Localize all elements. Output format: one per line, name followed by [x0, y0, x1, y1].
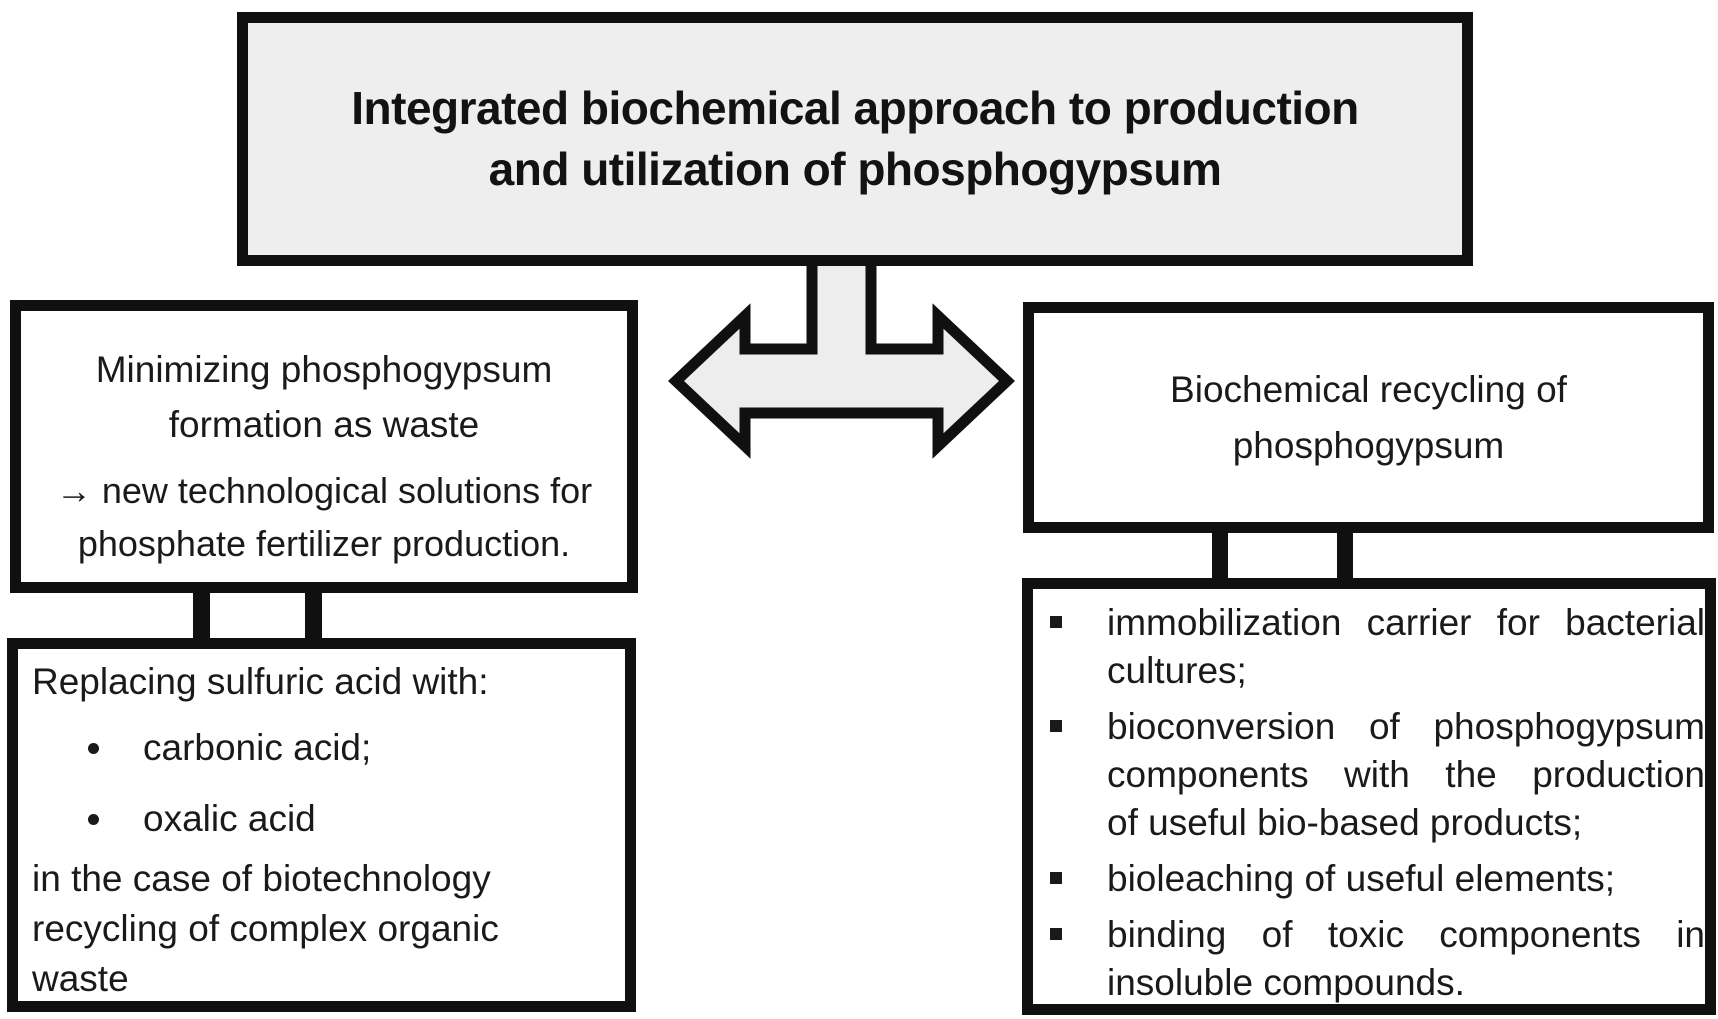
list-item-line: binding of toxic components in — [1107, 914, 1705, 955]
list-item — [1033, 599, 1705, 695]
bullet-square-icon — [1050, 928, 1062, 940]
bullet-square-icon — [1050, 720, 1062, 732]
minimizing-waste-note: → new technological solutions for phosphate fertilizer production. — [55, 469, 593, 564]
list-item-line: cultures; — [1107, 650, 1247, 691]
list-item-label: carbonic acid; — [143, 727, 372, 768]
bullet-square-icon — [1050, 872, 1062, 884]
list-item — [1033, 855, 1705, 903]
list-item-text — [1107, 703, 1705, 847]
list-item-text — [1107, 855, 1705, 903]
recycling-applications-box — [1022, 578, 1716, 1015]
list-item-line: insoluble compounds. — [1107, 962, 1465, 1003]
title-line-1: Integrated biochemical approach to production — [351, 82, 1359, 134]
list-item — [1033, 911, 1705, 1007]
list-item-line: of useful bio-based products; — [1107, 802, 1583, 843]
list-item-label: oxalic acid — [143, 798, 316, 839]
list-item-text — [1107, 911, 1705, 1007]
list-item — [1033, 703, 1705, 847]
title-box — [237, 12, 1473, 266]
list-item-line: bioleaching of useful elements; — [1107, 858, 1616, 899]
replacing-acid-heading: Replacing sulfuric acid with: — [32, 661, 489, 702]
replacing-acid-footer: in the case of biotechnology recycling of complex organic waste — [32, 858, 499, 999]
list-item-line: bioconversion of phosphogypsum — [1107, 706, 1705, 747]
bullet-dot-icon — [88, 743, 99, 754]
biochemical-recycling-heading: Biochemical recycling of phosphogypsum — [1170, 368, 1567, 466]
title-line-2: and utilization of phosphogypsum — [488, 143, 1222, 195]
split-arrow-icon — [640, 240, 1040, 470]
biochemical-recycling-box — [1023, 302, 1714, 533]
replacing-acid-box — [7, 638, 636, 1012]
list-item-line: components with the production — [1107, 754, 1705, 795]
bullet-dot-icon — [88, 814, 99, 825]
list-item — [32, 723, 611, 773]
list-item — [32, 794, 611, 844]
bullet-square-icon — [1050, 616, 1062, 628]
minimizing-waste-heading: Minimizing phosphogypsum formation as waste — [95, 348, 553, 445]
minimizing-waste-box — [10, 300, 638, 593]
list-item-text — [1107, 599, 1705, 695]
list-item-line: immobilization carrier for bacterial — [1107, 602, 1705, 643]
